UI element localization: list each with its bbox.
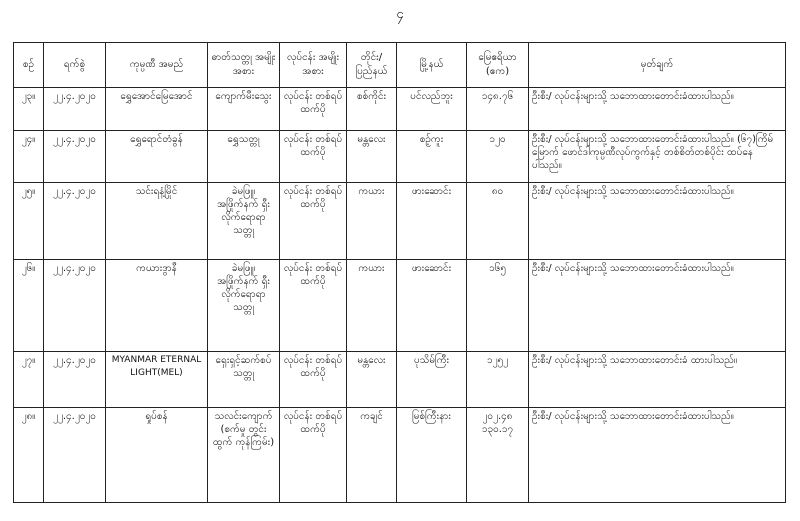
cell-operation: လုပ်ငန်း တစ်ရပ်ထက်ပို [280, 183, 347, 260]
cell-remark: ဦးစီး/ လုပ်ငန်းများသို့ သဘောထားတောင်းခံထားပါသည်။ (၆၇)ကြိမ်မြောက် ဖောင်ဒါကုမ္ပဏီလုပ်ကွက်နှင့် တစ်စိတ်တစ်ပိုင်း ထပ်နေပါသည်။ [529, 131, 786, 183]
cell-region: ကယား [347, 183, 397, 260]
col-header-company: ကုမ္ပဏီ အမည် [106, 43, 208, 88]
cell-township: ပင်လည်ဘူး [397, 88, 467, 131]
table-row [14, 408, 786, 503]
cell-mineral: ခဲမဖြူ၊ အဖြိုက်နက် ရှီးလိုက်ရောရာ သတ္တု [208, 260, 280, 352]
cell-company: ရှုပ်စန် [106, 408, 208, 503]
table-row [14, 131, 786, 183]
cell-no: ၂၈။ [14, 408, 44, 503]
cell-date: ၂၂.၄.၂၀၂၀ [44, 183, 106, 260]
cell-township: ဖားဆောင်း [397, 260, 467, 352]
cell-area: ၁၆၅ [467, 260, 529, 352]
cell-area: ၁၄၈.၇၆ [467, 88, 529, 131]
cell-company: MYANMAR ETERNAL LIGHT(MEL) [106, 352, 208, 408]
cell-date: ၂၂.၄.၂၀၂၀ [44, 88, 106, 131]
cell-region: ကယား [347, 260, 397, 352]
cell-operation: လုပ်ငန်း တစ်ရပ်ထက်ပို [280, 260, 347, 352]
cell-remark: ဦးစီး/ လုပ်ငန်းများသို့ သဘောထားတောင်းခံထားပါသည်။ [529, 260, 786, 352]
col-header-township: မြို့နယ် [397, 43, 467, 88]
col-header-operation: လုပ်ငန်း အမျိုးအစား [280, 43, 347, 88]
cell-township: ပုသိမ်ကြီး [397, 352, 467, 408]
cell-area: ၁၂၀ [467, 131, 529, 183]
cell-region: ကချင် [347, 408, 397, 503]
cell-mineral: ရွှေသတ္တု [208, 131, 280, 183]
cell-remark: ဦးစီး/ လုပ်ငန်းများသို့ သဘောထားတောင်းခံထားပါသည်။ [529, 408, 786, 503]
cell-region: စစ်ကိုင်း [347, 88, 397, 131]
cell-operation: လုပ်ငန်း တစ်ရပ်ထက်ပို [280, 88, 347, 131]
cell-remark: ဦးစီး/ လုပ်ငန်းများသို့ သဘောထားတောင်းခံထားပါသည်။ [529, 183, 786, 260]
cell-operation: လုပ်ငန်း တစ်ရပ်ထက်ပို [280, 352, 347, 408]
cell-mineral: ရှေးရှင့်ဆက်စပ် သတ္တု [208, 352, 280, 408]
col-header-region: တိုင်း/ ပြည်နယ် [347, 43, 397, 88]
col-header-mineral: ဓာတ်သတ္တု အမျိုးအစား [208, 43, 280, 88]
cell-date: ၂၂.၄.၂၀၂၀ [44, 131, 106, 183]
cell-operation: လုပ်ငန်း တစ်ရပ်ထက်ပို [280, 131, 347, 183]
col-header-remark: မှတ်ချက် [529, 43, 786, 88]
col-header-area: မြေဧရိယာ (ဧက) [467, 43, 529, 88]
page-number: ၄ [396, 7, 404, 22]
table-row [14, 183, 786, 260]
table-row [14, 88, 786, 131]
table-row [14, 352, 786, 408]
cell-area: ၈၀ [467, 183, 529, 260]
permit-application-table [13, 42, 786, 503]
table-row [14, 260, 786, 352]
col-header-date: ရက်စွဲ [44, 43, 106, 88]
cell-area: ၂၀၂.၄၈ ၁၃၀.၁၇ [467, 408, 529, 503]
cell-remark: ဦးစီး/ လုပ်ငန်းများသို့ သဘောထားတောင်းခံ ထားပါသည်။ [529, 352, 786, 408]
cell-company: ရွှေရောင်တံခွန် [106, 131, 208, 183]
cell-township: မြစ်ကြီးနား [397, 408, 467, 503]
cell-date: ၂၂.၄.၂၀၂၀ [44, 260, 106, 352]
cell-no: ၂၆။ [14, 260, 44, 352]
cell-township: ဖားဆောင်း [397, 183, 467, 260]
cell-no: ၂၄။ [14, 131, 44, 183]
cell-no: ၂၅။ [14, 183, 44, 260]
cell-date: ၂၂.၄.၂၀၂၀ [44, 408, 106, 503]
cell-company: ကယားဒွာနီ [106, 260, 208, 352]
cell-region: မန္တလေး [347, 131, 397, 183]
cell-region: မန္တလေး [347, 352, 397, 408]
table-header-row [14, 43, 786, 88]
cell-no: ၂၃။ [14, 88, 44, 131]
cell-company: ရွှေအောင်မြေအောင် [106, 88, 208, 131]
cell-area: ၁၂၅၂ [467, 352, 529, 408]
cell-company: သင်းရနံ့မြိုင် [106, 183, 208, 260]
cell-mineral: ကျောက်မီးသွေး [208, 88, 280, 131]
cell-remark: ဦးစီး/ လုပ်ငန်းများသို့ သဘောထားတောင်းခံထားပါသည်။ [529, 88, 786, 131]
cell-township: စဉ့်ကူး [397, 131, 467, 183]
cell-no: ၂၇။ [14, 352, 44, 408]
cell-operation: လုပ်ငန်း တစ်ရပ်ထက်ပို [280, 408, 347, 503]
cell-mineral: ခဲမဖြူ၊ အဖြိုက်နက် ရှီးလိုက်ရောရာ သတ္တု [208, 183, 280, 260]
cell-mineral: သလင်းကျောက် (စက်မှု တွင်းထွက် ကုန်ကြမ်း) [208, 408, 280, 503]
cell-date: ၂၂.၄.၂၀၂၀ [44, 352, 106, 408]
col-header-no: စဉ် [14, 43, 44, 88]
